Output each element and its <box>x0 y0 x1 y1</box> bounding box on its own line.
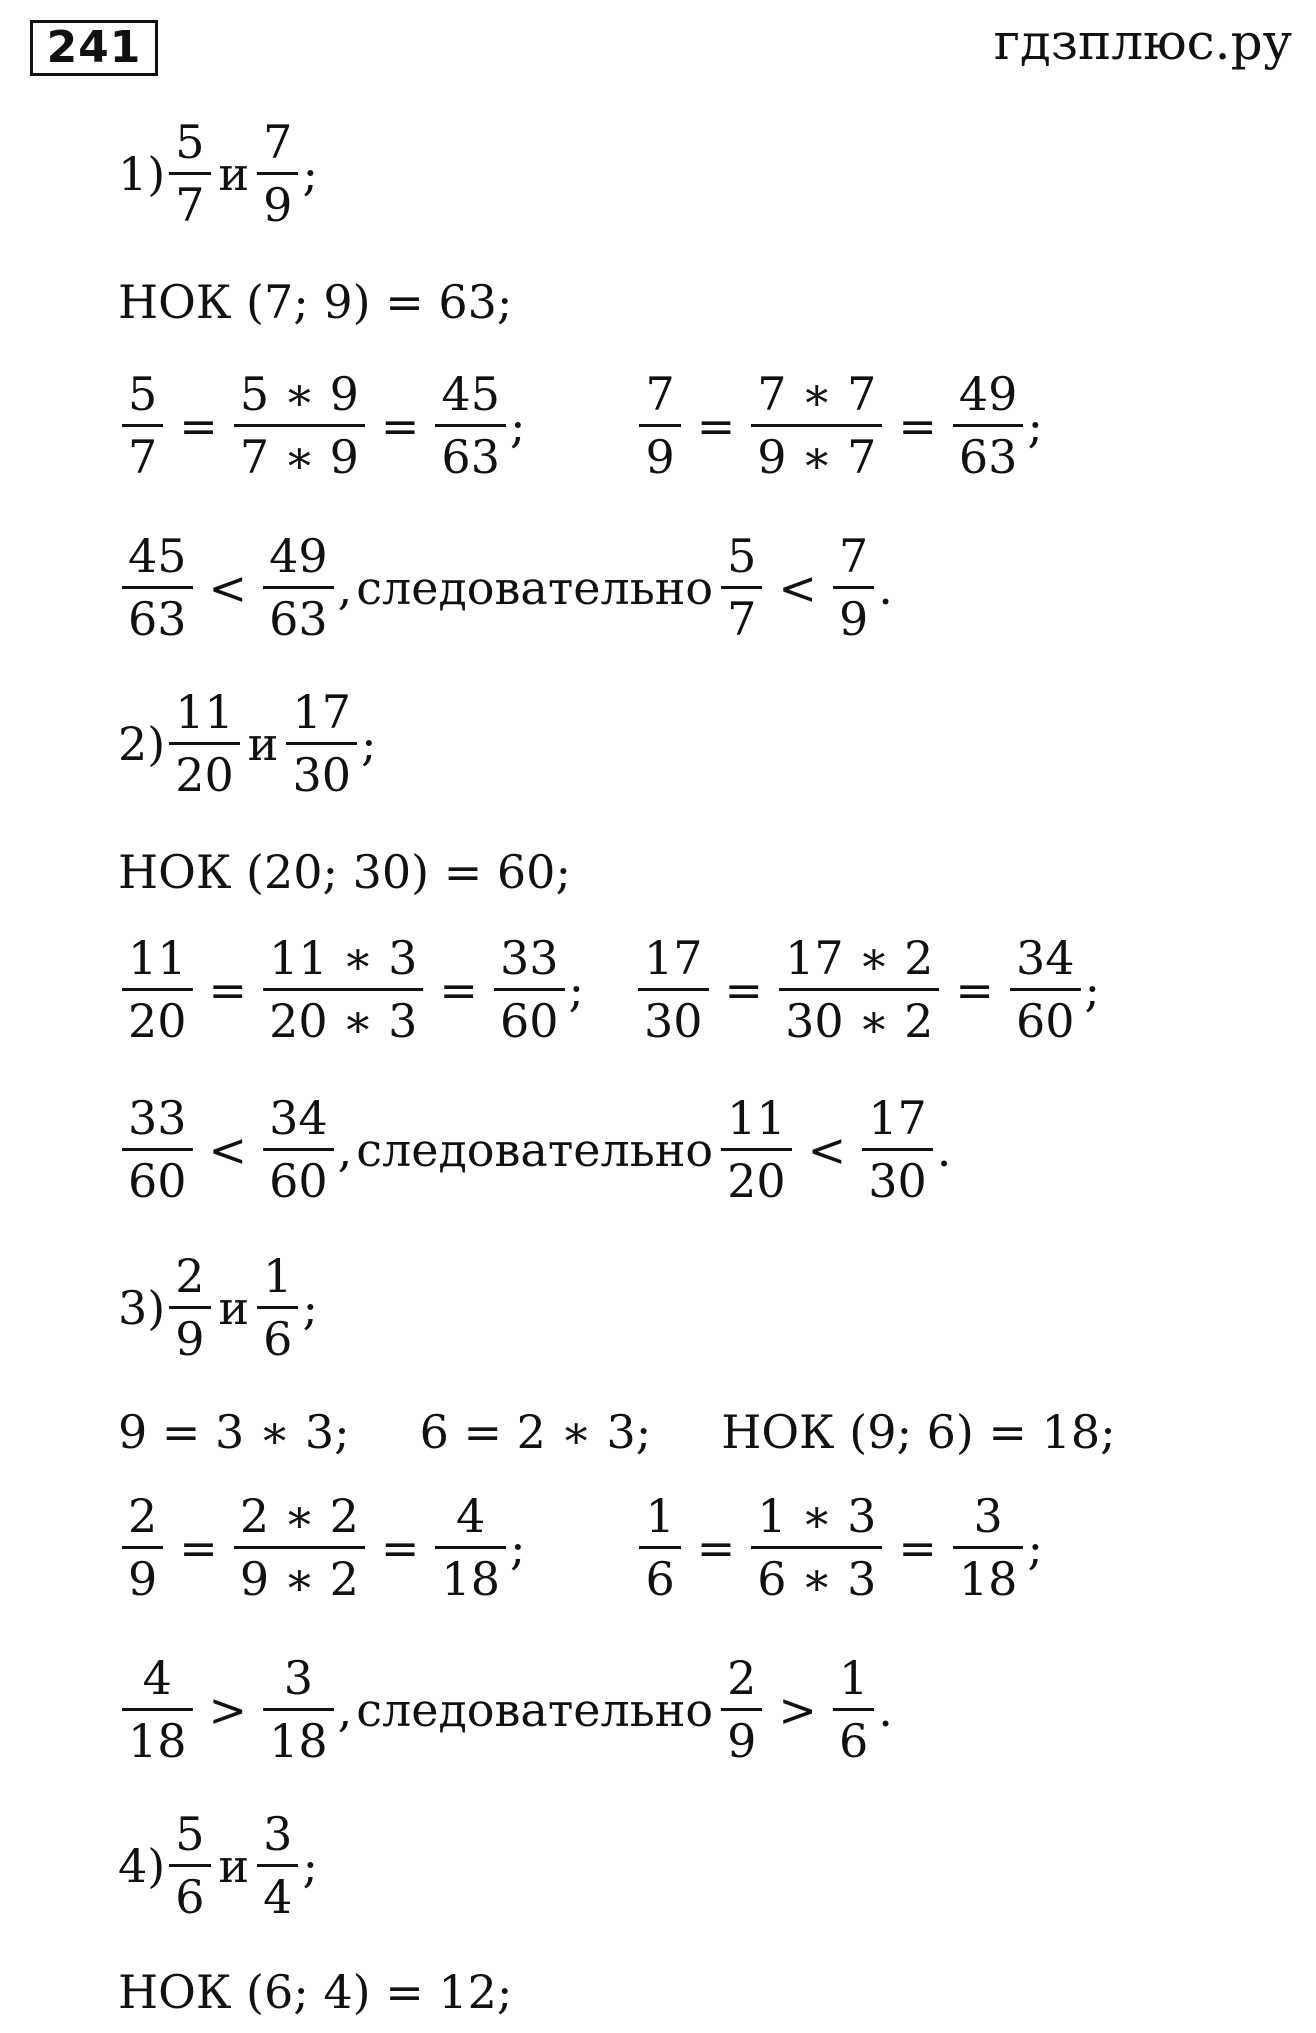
denominator: 60 <box>1015 994 1075 1048</box>
equals-sign: = <box>208 962 248 1017</box>
less-than-sign: < <box>778 560 817 615</box>
p4-lcm <box>118 1960 512 2024</box>
p1-conversion <box>118 364 1043 487</box>
denominator: 63 <box>441 430 500 484</box>
fraction <box>169 682 240 805</box>
p2-comparison <box>118 1088 951 1211</box>
numerator: 7 <box>838 529 869 583</box>
semicolon: ; <box>1027 398 1043 453</box>
numerator: 4 <box>142 1651 172 1705</box>
numerator: 4 <box>456 1489 486 1543</box>
p2-statement <box>118 682 376 805</box>
therefore-word: следовательно <box>356 1122 714 1177</box>
denominator: 7 <box>128 430 158 484</box>
fraction <box>257 1246 298 1369</box>
numerator: 3 <box>973 1489 1003 1543</box>
less-than-sign: < <box>807 1122 847 1177</box>
greater-than-sign: > <box>778 1682 817 1737</box>
fraction <box>953 364 1024 487</box>
denominator: 6 ∗ 3 <box>757 1552 877 1606</box>
fraction <box>286 682 357 805</box>
denominator: 9 <box>263 178 293 232</box>
numerator: 2 <box>727 1651 757 1705</box>
p4-statement <box>118 1804 318 1927</box>
numerator: 34 <box>269 1091 328 1145</box>
p3-comparison <box>118 1648 893 1771</box>
fraction <box>862 1088 933 1211</box>
p2-label: 2) <box>118 716 166 771</box>
therefore-word: следовательно <box>356 560 714 615</box>
semicolon: ; <box>509 1520 526 1575</box>
fraction <box>721 526 762 649</box>
semicolon: ; <box>1084 962 1100 1017</box>
fraction <box>435 1486 506 1609</box>
fraction <box>122 1486 163 1609</box>
lcm-text: НОК (7; 9) = 63; <box>118 275 513 329</box>
fraction <box>169 1804 210 1927</box>
numerator: 49 <box>958 367 1018 421</box>
semicolon: ; <box>1027 1520 1043 1575</box>
numerator: 5 <box>128 367 158 421</box>
equals-sign: = <box>898 1520 937 1575</box>
task-number-box: 241 <box>30 20 158 76</box>
fraction <box>721 1088 792 1211</box>
numerator: 1 <box>263 1249 293 1303</box>
numerator: 34 <box>1015 931 1075 985</box>
equals-sign: = <box>898 398 937 453</box>
p3-conversion <box>118 1486 1043 1609</box>
denominator: 18 <box>269 1714 328 1768</box>
fraction <box>263 928 423 1051</box>
fraction <box>1010 928 1081 1051</box>
fraction <box>751 364 882 487</box>
therefore-word: следовательно <box>356 1682 714 1737</box>
p1-comparison <box>118 526 893 649</box>
period: . <box>878 560 893 615</box>
fraction <box>953 1486 1024 1609</box>
numerator: 3 <box>283 1651 313 1705</box>
denominator: 20 <box>727 1154 786 1208</box>
fraction <box>122 1648 193 1771</box>
denominator: 9 ∗ 7 <box>757 430 877 484</box>
p4-label: 4) <box>118 1838 166 1893</box>
fraction <box>435 364 506 487</box>
denominator: 6 <box>263 1312 293 1366</box>
denominator: 6 <box>645 1552 675 1606</box>
numerator: 7 <box>263 115 293 169</box>
semicolon: ; <box>302 1280 318 1335</box>
less-than-sign: < <box>208 560 248 615</box>
denominator: 20 ∗ 3 <box>269 994 418 1048</box>
denominator: 6 <box>175 1870 205 1924</box>
fraction <box>263 1088 334 1211</box>
numerator: 5 ∗ 9 <box>239 367 359 421</box>
and-word: и <box>218 146 250 201</box>
fraction <box>833 1648 874 1771</box>
denominator: 18 <box>128 1714 187 1768</box>
lcm-text: НОК (20; 30) = 60; <box>118 845 571 899</box>
denominator: 20 <box>175 748 234 802</box>
factor-text: 9 = 3 ∗ 3; <box>118 1405 350 1459</box>
semicolon: ; <box>568 962 584 1017</box>
denominator: 4 <box>263 1870 293 1924</box>
p2-lcm <box>118 840 571 904</box>
fraction <box>234 1486 365 1609</box>
numerator: 33 <box>128 1091 187 1145</box>
equals-sign: = <box>380 1520 420 1575</box>
comma: , <box>337 560 353 615</box>
semicolon: ; <box>302 1838 318 1893</box>
equals-sign: = <box>179 1520 218 1575</box>
equals-sign: = <box>439 962 478 1017</box>
numerator: 17 ∗ 2 <box>785 931 934 985</box>
numerator: 45 <box>128 529 187 583</box>
fraction <box>263 526 334 649</box>
fraction <box>122 526 193 649</box>
numerator: 49 <box>269 529 328 583</box>
denominator: 63 <box>958 430 1018 484</box>
denominator: 30 <box>868 1154 927 1208</box>
numerator: 3 <box>263 1807 293 1861</box>
fraction <box>122 364 163 487</box>
fraction <box>263 1648 334 1771</box>
numerator: 17 <box>644 931 703 985</box>
comma: , <box>337 1122 353 1177</box>
numerator: 1 <box>645 1489 675 1543</box>
denominator: 9 <box>838 592 869 646</box>
denominator: 6 <box>838 1714 869 1768</box>
period: . <box>936 1122 952 1177</box>
p1-lcm <box>118 270 512 334</box>
p3-statement <box>118 1246 318 1369</box>
fraction <box>833 526 874 649</box>
semicolon: ; <box>509 398 526 453</box>
numerator: 7 ∗ 7 <box>757 367 877 421</box>
equals-sign: = <box>696 398 736 453</box>
fraction <box>751 1486 882 1609</box>
and-word: и <box>218 1280 250 1335</box>
numerator: 1 <box>838 1651 869 1705</box>
fraction <box>169 1246 210 1369</box>
fraction <box>639 364 680 487</box>
fraction <box>257 1804 298 1927</box>
equals-sign: = <box>696 1520 736 1575</box>
fraction <box>122 1088 193 1211</box>
p1-label: 1) <box>118 146 166 201</box>
p1-statement <box>118 112 318 235</box>
p3-factorization <box>118 1400 1116 1464</box>
denominator: 18 <box>441 1552 500 1606</box>
semicolon: ; <box>302 146 318 201</box>
denominator: 60 <box>128 1154 187 1208</box>
numerator: 17 <box>868 1091 927 1145</box>
numerator: 2 ∗ 2 <box>239 1489 359 1543</box>
comma: , <box>337 1682 353 1737</box>
denominator: 30 <box>292 748 351 802</box>
p2-conversion <box>118 928 1100 1051</box>
factor-text: 6 = 2 ∗ 3; <box>419 1405 652 1459</box>
fraction <box>494 928 565 1051</box>
numerator: 5 <box>727 529 757 583</box>
numerator: 11 <box>727 1091 786 1145</box>
denominator: 60 <box>269 1154 328 1208</box>
numerator: 7 <box>645 367 675 421</box>
numerator: 5 <box>175 115 205 169</box>
and-word: и <box>218 1838 250 1893</box>
numerator: 45 <box>441 367 500 421</box>
denominator: 63 <box>269 592 328 646</box>
denominator: 7 <box>175 178 205 232</box>
denominator: 18 <box>958 1552 1018 1606</box>
numerator: 2 <box>175 1249 205 1303</box>
equals-sign: = <box>724 962 764 1017</box>
site-name: гдзплюс.ру <box>993 13 1292 71</box>
equals-sign: = <box>380 398 420 453</box>
fraction <box>234 364 365 487</box>
numerator: 5 <box>175 1807 205 1861</box>
numerator: 11 <box>128 931 187 985</box>
denominator: 63 <box>128 592 187 646</box>
fraction <box>779 928 939 1051</box>
equals-sign: = <box>955 962 994 1017</box>
and-word: и <box>247 716 279 771</box>
p3-label: 3) <box>118 1280 166 1335</box>
equals-sign: = <box>179 398 218 453</box>
period: . <box>878 1682 893 1737</box>
fraction <box>721 1648 762 1771</box>
fraction <box>122 928 193 1051</box>
numerator: 2 <box>128 1489 158 1543</box>
denominator: 7 <box>727 592 757 646</box>
less-than-sign: < <box>208 1122 248 1177</box>
denominator: 9 ∗ 2 <box>239 1552 359 1606</box>
greater-than-sign: > <box>208 1682 248 1737</box>
fraction <box>639 1486 680 1609</box>
fraction <box>638 928 709 1051</box>
denominator: 9 <box>645 430 675 484</box>
numerator: 11 <box>175 685 234 739</box>
denominator: 7 ∗ 9 <box>239 430 359 484</box>
numerator: 11 ∗ 3 <box>269 931 418 985</box>
fraction <box>257 112 298 235</box>
numerator: 33 <box>499 931 559 985</box>
denominator: 9 <box>175 1312 205 1366</box>
fraction <box>169 112 210 235</box>
denominator: 9 <box>128 1552 158 1606</box>
lcm-text: НОК (6; 4) = 12; <box>118 1965 513 2019</box>
lcm-text: НОК (9; 6) = 18; <box>721 1405 1116 1459</box>
numerator: 1 ∗ 3 <box>757 1489 877 1543</box>
numerator: 17 <box>292 685 351 739</box>
denominator: 60 <box>499 994 559 1048</box>
denominator: 20 <box>128 994 187 1048</box>
denominator: 30 ∗ 2 <box>785 994 934 1048</box>
denominator: 30 <box>644 994 703 1048</box>
denominator: 9 <box>727 1714 757 1768</box>
semicolon: ; <box>360 716 377 771</box>
